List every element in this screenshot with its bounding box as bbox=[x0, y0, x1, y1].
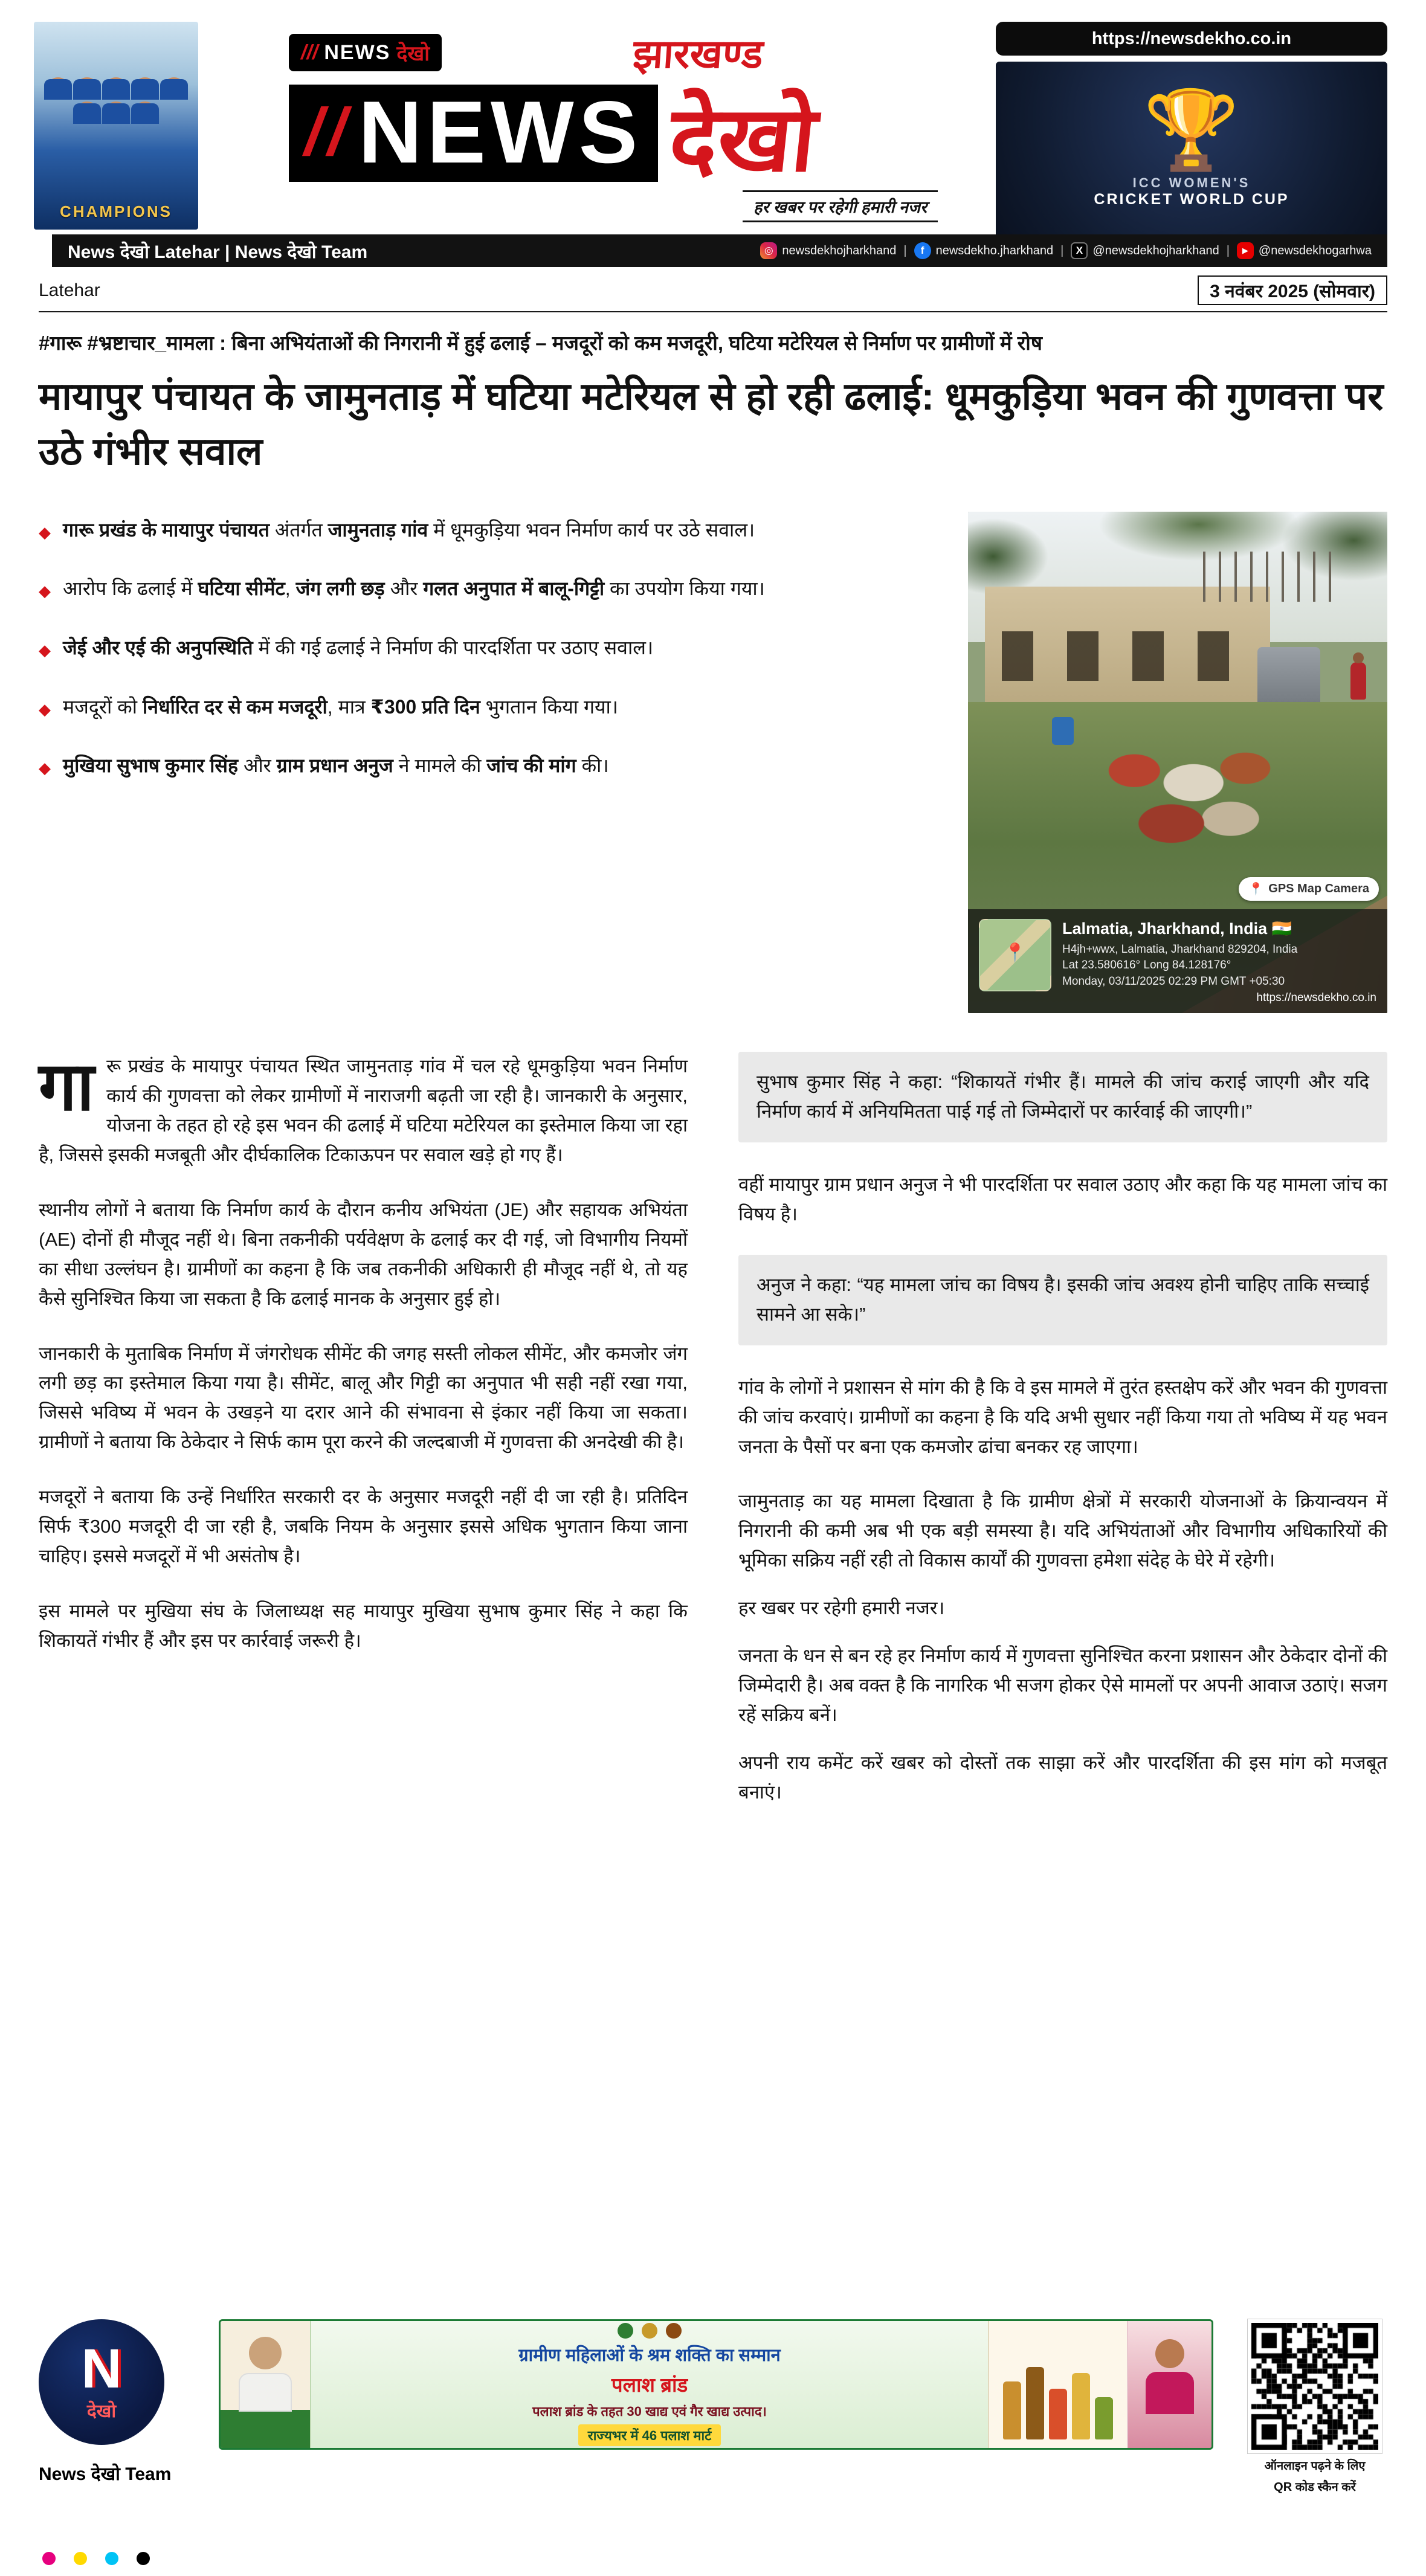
youtube-icon: ▶ bbox=[1237, 242, 1254, 259]
article-photo bbox=[968, 512, 1387, 1013]
paragraph: इस मामले पर मुखिया संघ के जिलाध्यक्ष सह मायापुर मुखिया सुभाष कुमार सिंह ने कहा कि शिकायतें गंभीर हैं और इस पर कार्रवाई जरूरी है। bbox=[39, 1600, 688, 1652]
trophy-banner bbox=[996, 62, 1387, 238]
bullet-diamond-icon: ◆ bbox=[39, 582, 51, 601]
photo-datetime: Monday, 03/11/2025 02:29 PM GMT +05:30 bbox=[1062, 974, 1285, 988]
headline: मायापुर पंचायत के जामुनताड़ में घटिया मटेरियल से हो रही ढलाई: धूमकुड़िया भवन की गुणवत्ता पर उठे गंभीर सवाल bbox=[39, 375, 1384, 473]
photo-caption-texts bbox=[1062, 919, 1376, 1005]
paragraph: जनता के धन से बन रहे हर निर्माण कार्य में गुणवत्ता सुनिश्चित करना प्रशासन और ठेकेदार दोनों की जिम्मेदारी है। अब वक्त है कि नागरिक भी सजग होकर ऐसे मामलों पर अपनी आवाज उठाएं। सजग रहें सक्रिय बनें। bbox=[738, 1645, 1387, 1726]
photo-cement-sacks bbox=[1094, 732, 1278, 852]
header bbox=[0, 0, 1426, 312]
footer bbox=[0, 2284, 1426, 2496]
two-column-body bbox=[39, 1048, 1387, 2284]
player-figure bbox=[106, 101, 126, 120]
logo-slashes-icon: // bbox=[305, 94, 352, 169]
product-bottle bbox=[1049, 2389, 1067, 2439]
article-body bbox=[0, 329, 1426, 2284]
map-pin-icon: 📍 bbox=[1004, 942, 1027, 963]
player-figure bbox=[48, 77, 68, 95]
team-photo bbox=[34, 22, 198, 230]
footer-logo-word: देखो bbox=[86, 2401, 117, 2422]
photo-location: Lalmatia, Jharkhand, India 🇮🇳 bbox=[1062, 919, 1292, 938]
paragraph: जामुनताड़ का यह मामला दिखाता है कि ग्रामीण क्षेत्रों में सरकारी योजनाओं के क्रियान्वयन में निगरानी की कमी अब भी एक बड़ी समस्या है। यदि अभियंताओं और विभागीय अधिकारियों की भूमिका सक्रिय नहीं रही तो विकास कार्यों की गुणवत्ता हमेशा संदेह के घेरे में रहेगी। bbox=[738, 1490, 1387, 1571]
banner-title: ग्रामीण महिलाओं के श्रम शक्ति का सम्मान bbox=[518, 2345, 781, 2365]
masthead bbox=[289, 25, 938, 222]
team-people bbox=[42, 77, 190, 120]
qr-code[interactable] bbox=[1248, 2319, 1382, 2453]
lead-bullet bbox=[39, 751, 941, 781]
ad-banner-content bbox=[311, 2321, 988, 2448]
player-figure bbox=[77, 101, 97, 120]
photo-person bbox=[1350, 662, 1366, 700]
footer-logo-letter: N bbox=[81, 2338, 122, 2400]
paragraph: हर खबर पर रहेगी हमारी नजर। bbox=[738, 1597, 945, 1619]
instagram-icon: ◎ bbox=[760, 242, 777, 259]
pull-quote: सुभाष कुमार सिंह ने कहा: “शिकायतें गंभीर हैं। मामले की जांच कराई जाएगी और यदि निर्माण कार्य में अनियमितता पाई गई तो जिम्मेदारों पर कार्रवाई की जाएगी।” bbox=[738, 1052, 1387, 1142]
social-handle-youtube[interactable] bbox=[1237, 242, 1372, 259]
banner-portrait bbox=[1127, 2321, 1211, 2448]
lead-bullets bbox=[39, 512, 941, 1013]
emblem-icon bbox=[618, 2323, 633, 2339]
drop-cap: गा bbox=[39, 1048, 95, 1124]
logo-news-text: NEWS bbox=[358, 83, 643, 181]
banner-emblems bbox=[618, 2323, 682, 2339]
paragraph: मजदूरों ने बताया कि उन्हें निर्धारित सरकारी दर के अनुसार मजदूरी नहीं दी जा रही है। प्रतिदिन सिर्फ ₹300 मजदूरी दी जा रही है, जबकि नियम के अनुसार इससे अधिक भुगतान किया जाना चाहिए। इससे मजदूरों में भी असंतोष है। bbox=[39, 1486, 688, 1567]
logo-dekho: देखो bbox=[665, 88, 822, 190]
player-figure bbox=[135, 77, 155, 95]
lead-bullet bbox=[39, 574, 941, 604]
registration-dot bbox=[74, 2552, 87, 2565]
masthead-tagline: हर खबर पर रहेगी हमारी नजर bbox=[743, 190, 938, 222]
photo-barrel bbox=[1052, 717, 1074, 745]
edition-bar bbox=[52, 234, 1387, 267]
header-right bbox=[996, 22, 1387, 238]
social-handle-label: newsdekhojharkhand bbox=[782, 243, 897, 257]
photo-rebar bbox=[1203, 552, 1337, 602]
product-bottle bbox=[1026, 2367, 1044, 2439]
mini-logo-news: NEWS bbox=[324, 40, 391, 64]
bullet-text: आरोप कि ढलाई में घटिया सीमेंट, जंग लगी छड़ और गलत अनुपात में बालू-गिट्टी का उपयोग किया गया। bbox=[63, 578, 765, 600]
print-registration-marks bbox=[42, 2552, 150, 2565]
separator: | bbox=[1226, 243, 1230, 257]
paragraph: गारू प्रखंड के मायापुर पंचायत स्थित जामुनताड़ गांव में चल रहे धूमकुड़िया भवन निर्माण कार्य की गुणवत्ता को लेकर ग्रामीणों में नाराजगी बढ़ती जा रही है। जानकारी के अनुसार, योजना के तहत हो रहे इस भवन की ढलाई में घटिया मटेरियल का इस्तेमाल किया जा रहा है, जिससे इसकी मजबूती और दीर्घकालिक टिकाऊपन पर सवाल खड़े हो गए हैं। bbox=[39, 1048, 688, 1165]
product-bottle bbox=[1003, 2381, 1021, 2439]
registration-dot bbox=[105, 2552, 118, 2565]
bullet-text: जेई और एई की अनुपस्थिति में की गई ढलाई ने निर्माण की पारदर्शिता पर उठाए सवाल। bbox=[63, 636, 654, 658]
lead-bullet bbox=[39, 692, 941, 723]
social-handle-label: @newsdekhogarhwa bbox=[1258, 243, 1372, 257]
article-figure bbox=[968, 512, 1387, 1013]
banner-products bbox=[988, 2321, 1127, 2448]
gps-badge bbox=[1239, 877, 1379, 901]
trophy-icon: 🏆 bbox=[1143, 86, 1240, 173]
banner-brand: पलाश ब्रांड bbox=[611, 2373, 688, 2396]
cm-portrait bbox=[221, 2321, 311, 2448]
masthead-state: झारखण्ड bbox=[631, 31, 765, 76]
bullet-diamond-icon: ◆ bbox=[39, 700, 51, 718]
social-handles bbox=[760, 242, 1372, 259]
map-thumbnail bbox=[979, 919, 1051, 991]
byline-team-label: News देखो Team bbox=[39, 2464, 172, 2484]
logo-news bbox=[289, 85, 658, 182]
social-handle-x[interactable] bbox=[1071, 242, 1219, 259]
paragraph: जानकारी के मुताबिक निर्माण में जंगरोधक सीमेंट की जगह सस्ती लोकल सीमेंट, और कमजोर जंग लगी छड़ का इस्तेमाल किया गया है। सीमेंट, बालू और गिट्टी का अनुपात भी सही नहीं रखा गया, जिससे भविष्य में भवन के उखड़ने या दरार आने की संभावना से इंकार नहीं किया जा सकता। ग्रामीणों ने बताया कि ठेकेदार ने सिर्फ काम पूरा करने की जल्दबाजी में गुणवत्ता की अनदेखी की है। bbox=[39, 1342, 688, 1453]
footer-brand bbox=[39, 2319, 190, 2485]
social-handle-facebook[interactable] bbox=[914, 242, 1054, 259]
x-icon: X bbox=[1071, 242, 1088, 259]
emblem-icon bbox=[666, 2323, 682, 2339]
banner-stores-line: राज्यभर में 46 पलाश मार्ट bbox=[578, 2424, 721, 2446]
qr-section bbox=[1242, 2319, 1387, 2496]
bullet-text: गारू प्रखंड के मायापुर पंचायत अंतर्गत जामुनताड़ गांव में धूमकुड़िया भवन निर्माण कार्य पर उठे सवाल। bbox=[63, 518, 755, 541]
registration-dot bbox=[137, 2552, 150, 2565]
bullet-diamond-icon: ◆ bbox=[39, 640, 51, 659]
map-pin-icon: 📍 bbox=[1248, 882, 1264, 896]
banner-subline: पलाश ब्रांड के तहत 30 खाद्य एवं गैर खाद्य उत्पाद। bbox=[532, 2403, 767, 2419]
footer-logo bbox=[39, 2319, 164, 2445]
facebook-icon: f bbox=[914, 242, 931, 259]
paragraph: गांव के लोगों ने प्रशासन से मांग की है कि वे इस मामले में तुरंत हस्तक्षेप करें और भवन की गुणवत्ता की जांच करवाएं। ग्रामीणों का कहना है कि यदि अभी सुधार नहीं किया गया तो भविष्य में यह भवन जनता के पैसों पर बना एक कमजोर ढांचा बनकर रह जाएगा। bbox=[738, 1376, 1387, 1457]
trophy-caption-line2: CRICKET WORLD CUP bbox=[1094, 190, 1289, 208]
location-label: Latehar bbox=[39, 280, 100, 300]
lead-section bbox=[39, 512, 1387, 1013]
player-figure bbox=[77, 77, 97, 95]
qr-caption-line1: ऑनलाइन पढ़ने के लिए bbox=[1264, 2459, 1366, 2473]
photo-latlong: Lat 23.580616° Long 84.128176° bbox=[1062, 959, 1231, 972]
photo-building bbox=[985, 587, 1270, 717]
product-bottle bbox=[1095, 2397, 1113, 2439]
player-figure bbox=[135, 101, 155, 120]
player-figure bbox=[164, 77, 184, 95]
lead-bullet bbox=[39, 633, 941, 663]
gps-badge-label: GPS Map Camera bbox=[1268, 881, 1369, 895]
team-photo-caption: CHAMPIONS bbox=[60, 202, 172, 221]
qr-caption-line2: QR कोड स्कैन करें bbox=[1274, 2480, 1356, 2494]
trophy-caption-line1: ICC WOMEN'S bbox=[1132, 175, 1251, 190]
bullet-text: मजदूरों को निर्धारित दर से कम मजदूरी, मात्र ₹300 प्रति दिन भुगतान किया गया। bbox=[63, 695, 618, 718]
lead-bullet bbox=[39, 515, 941, 546]
photo-address: H4jh+wwx, Lalmatia, Jharkhand 829204, India bbox=[1062, 942, 1298, 956]
article-right-column bbox=[738, 1052, 1387, 2284]
social-handle-label: newsdekho.jharkhand bbox=[935, 243, 1054, 257]
mini-logo-dekho: देखो bbox=[396, 42, 430, 65]
product-bottle bbox=[1072, 2373, 1090, 2439]
kicker-hashtag-line: #गारू #भ्रष्टाचार_मामला : बिना अभियंताओं की निगरानी में हुई ढलाई – मजदूरों को कम मजदूरी, घटिया मटेरियल से निर्माण पर ग्रामीणों में रोष bbox=[39, 332, 1042, 354]
article-left-column bbox=[39, 1048, 688, 2284]
social-handle-instagram[interactable] bbox=[760, 242, 896, 259]
ad-banner[interactable] bbox=[219, 2319, 1213, 2450]
edition-title: News देखो Latehar | News देखो Team bbox=[68, 242, 368, 262]
separator: | bbox=[1060, 243, 1064, 257]
bullet-text: मुखिया सुभाष कुमार सिंह और ग्राम प्रधान अनुज ने मामले की जांच की मांग की। bbox=[63, 755, 609, 777]
emblem-icon bbox=[642, 2323, 657, 2339]
pull-quote: अनुज ने कहा: “यह मामला जांच का विषय है। इसकी जांच अवश्य होनी चाहिए ताकि सच्चाई सामने आ सके।” bbox=[738, 1255, 1387, 1345]
paragraph: अपनी राय कमेंट करें खबर को दोस्तों तक साझा करें और पारदर्शिता की इस मांग को मजबूत बनाएं। bbox=[738, 1752, 1387, 1803]
paragraph: स्थानीय लोगों ने बताया कि निर्माण कार्य के दौरान कनीय अभियंता (JE) और सहायक अभियंता (AE) दोनों ही मौजूद नहीं थे। बिना तकनीकी पर्यवेक्षण के ढलाई कर दी गई, जो विभागीय नियमों का सीधा उल्लंघन है। ग्रामीणों का कहना है कि जब तकनीकी अधिकारी ही मौजूद नहीं थे, तो यह कैसे सुनिश्चित किया जा सकता है कि ढलाई मानक के अनुसार हुई हो। bbox=[39, 1199, 688, 1309]
bullet-diamond-icon: ◆ bbox=[39, 759, 51, 778]
bullet-diamond-icon: ◆ bbox=[39, 523, 51, 541]
photo-watermark-url: https://newsdekho.co.in bbox=[1256, 991, 1376, 1004]
registration-dot bbox=[42, 2552, 56, 2565]
site-url-badge[interactable]: https://newsdekho.co.in bbox=[996, 22, 1387, 56]
separator: | bbox=[903, 243, 907, 257]
mini-logo bbox=[289, 34, 442, 71]
meta-row bbox=[39, 275, 1387, 312]
photo-caption bbox=[968, 909, 1387, 1013]
mini-logo-slashes-icon: /// bbox=[301, 40, 318, 64]
social-handle-label: @newsdekhojharkhand bbox=[1092, 243, 1219, 257]
player-figure bbox=[106, 77, 126, 95]
date-box: 3 नवंबर 2025 (सोमवार) bbox=[1198, 275, 1387, 305]
paragraph: वहीं मायापुर ग्राम प्रधान अनुज ने भी पारदर्शिता पर सवाल उठाए और कहा कि यह मामला जांच का विषय है। bbox=[738, 1173, 1387, 1225]
